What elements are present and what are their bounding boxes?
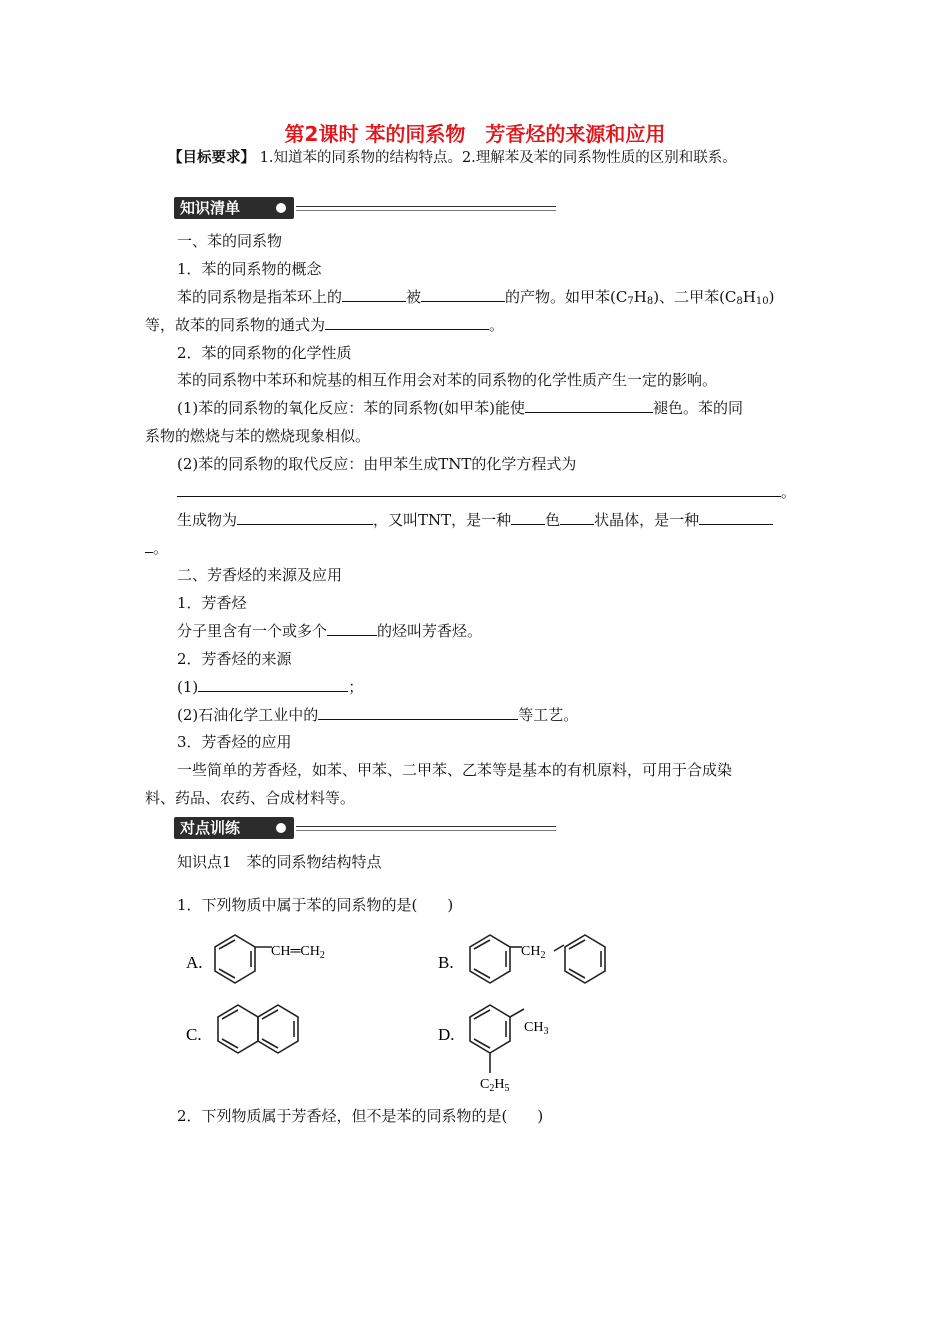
paragraph-application: 一些简单的芳香烃，如苯、甲苯、二甲苯、乙苯等是基本的有机原料，可用于合成染 [177, 761, 733, 779]
text: 苯的同系物是指苯环上的 [177, 288, 343, 306]
structures-figure [180, 925, 640, 1100]
goal-text: 1.知道苯的同系物的结构特点。2.理解苯及苯的同系物性质的区别和联系。 [255, 150, 737, 166]
option-d-label: D. [438, 1025, 455, 1044]
heading-1: 一、苯的同系物 [177, 232, 283, 250]
fill-blank[interactable] [560, 510, 594, 525]
option-d-group-methyl [524, 1020, 548, 1037]
group-text: C [480, 1077, 490, 1092]
fill-blank[interactable] [421, 287, 505, 302]
text: ； [348, 678, 364, 696]
section-tag-practice [174, 817, 294, 839]
subscript: 2 [319, 950, 325, 961]
text: 色 [545, 511, 561, 529]
option-b-label: B. [438, 953, 454, 972]
benzene-ring-icon [215, 935, 272, 983]
heading-2-3: 3．芳香烃的应用 [177, 733, 292, 751]
divider [296, 830, 556, 831]
fill-blank[interactable] [198, 677, 348, 692]
paragraph-application-2: 料、药品、农药、合成材料等。 [145, 789, 356, 807]
divider [296, 206, 556, 207]
option-b-group [521, 944, 545, 961]
text: 状晶体，是一种 [594, 511, 700, 529]
subscript: 10 [755, 296, 769, 307]
text: ，又叫TNT，是一种 [373, 511, 512, 529]
heading-1-2: 2．苯的同系物的化学性质 [177, 344, 352, 362]
section-tag-label: 知识清单 [180, 199, 241, 217]
fill-blank[interactable] [318, 705, 518, 720]
subscript: 2 [489, 1083, 495, 1094]
bullet-dot-icon [276, 203, 286, 213]
paragraph-definition [177, 286, 774, 307]
text: 被 [406, 288, 422, 306]
benzene-ring-icon [470, 1005, 524, 1073]
section-tag-label: 对点训练 [180, 819, 241, 837]
text: 的产物。如甲苯(C [505, 288, 628, 306]
bullet-dot-icon [276, 823, 286, 833]
paragraph-interaction: 苯的同系物中苯环和烷基的相互作用会对苯的同系物的化学性质产生一定的影响。 [177, 371, 718, 389]
paragraph-product-end [145, 537, 168, 558]
question-1: 1．下列物质中属于苯的同系物的是( ) [177, 896, 454, 914]
heading-2-2: 2．芳香烃的来源 [177, 650, 292, 668]
text: H [633, 288, 647, 306]
option-a-group [271, 944, 325, 961]
learning-goal [168, 146, 737, 167]
equation-line [177, 481, 796, 502]
text: (1) [177, 678, 199, 696]
option-d-group-ethyl [480, 1077, 509, 1094]
text: 。 [489, 316, 505, 334]
paragraph-aromatic-def [177, 620, 482, 641]
paragraph-source-1 [177, 676, 363, 697]
text: )、二甲苯(C [653, 288, 737, 306]
section-tag-knowledge [174, 197, 294, 219]
subscript: 7 [627, 296, 634, 307]
group-text: CH [521, 944, 541, 959]
paragraph-general-formula [145, 314, 504, 335]
text: 等工艺。 [518, 706, 579, 724]
text: 。 [153, 539, 169, 557]
fill-blank[interactable] [525, 398, 653, 413]
fill-blank[interactable] [511, 510, 545, 525]
paragraph-product [177, 509, 773, 530]
subscript: 8 [646, 296, 654, 307]
benzene-ring-icon [470, 935, 564, 983]
divider [296, 826, 556, 827]
fill-blank[interactable] [177, 482, 781, 497]
text: 生成物为 [177, 511, 238, 529]
text: 的烃叫芳香烃。 [377, 622, 483, 640]
heading-2: 二、芳香烃的来源及应用 [177, 566, 343, 584]
question-2: 2．下列物质属于芳香烃，但不是苯的同系物的是( ) [177, 1107, 544, 1125]
paragraph-substitution: (2)苯的同系物的取代反应：由甲苯生成TNT的化学方程式为 [177, 455, 577, 473]
text: (1)苯的同系物的氧化反应：苯的同系物(如甲苯)能使 [177, 399, 525, 417]
fill-blank[interactable] [237, 510, 373, 525]
subscript: 8 [736, 296, 743, 307]
group-text: CH [524, 1020, 544, 1035]
text: 褪色。苯的同 [652, 399, 743, 417]
paragraph-source-2 [177, 704, 578, 725]
knowledge-point-1: 知识点1 苯的同系物结构特点 [177, 853, 382, 871]
text: 。 [781, 483, 797, 501]
fill-blank[interactable] [327, 621, 377, 636]
fill-blank[interactable] [342, 287, 406, 302]
option-c-label: C. [186, 1025, 202, 1044]
group-text: H [494, 1077, 505, 1092]
group-text: CH═CH [271, 944, 320, 959]
fill-blank[interactable] [145, 538, 153, 553]
fill-blank[interactable] [325, 315, 489, 330]
paragraph-oxidation [177, 397, 743, 418]
paragraph-combustion: 系物的燃烧与苯的燃烧现象相似。 [145, 427, 371, 445]
section-header-practice [174, 817, 564, 841]
text: H [742, 288, 756, 306]
naphthalene-icon [218, 1005, 298, 1053]
page-title: 第2课时 苯的同系物 芳香烃的来源和应用 [284, 122, 666, 146]
text: (2)石油化学工业中的 [177, 706, 319, 724]
text: ) [768, 288, 775, 306]
goal-label: 【目标要求】 [168, 149, 255, 166]
heading-2-1: 1．芳香烃 [177, 594, 247, 612]
subscript: 3 [543, 1026, 549, 1037]
option-a-label: A. [186, 953, 203, 972]
subscript: 2 [540, 950, 546, 961]
heading-1-1: 1．苯的同系物的概念 [177, 260, 322, 278]
section-header-knowledge [174, 197, 564, 221]
text: 等，故苯的同系物的通式为 [145, 316, 326, 334]
fill-blank[interactable] [699, 510, 773, 525]
benzene-ring-icon [565, 935, 605, 983]
divider [296, 210, 556, 211]
text: 分子里含有一个或多个 [177, 622, 328, 640]
subscript: 5 [504, 1083, 510, 1094]
